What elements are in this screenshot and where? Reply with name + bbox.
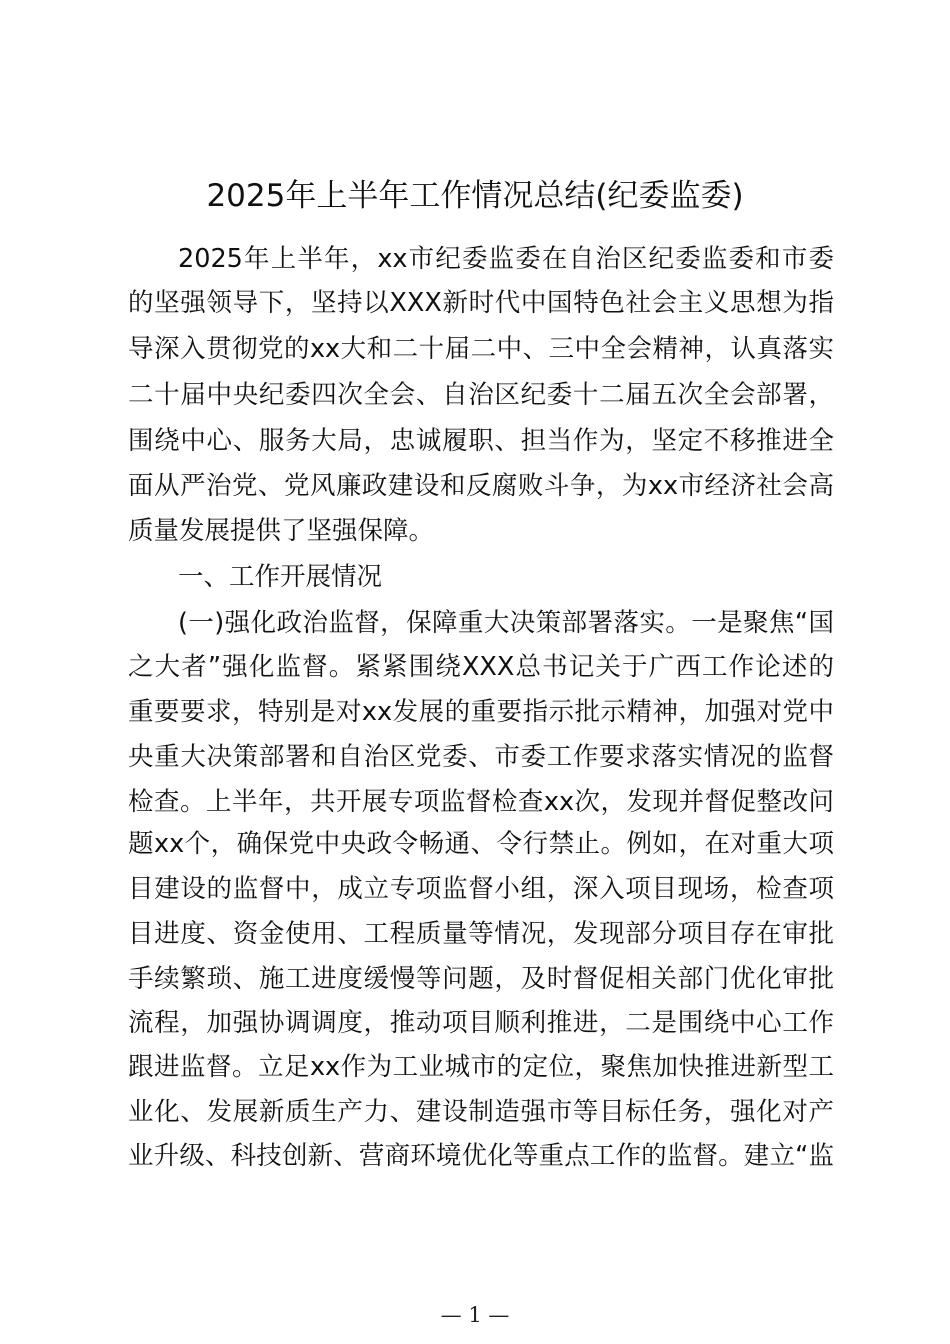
paragraph-line: 题xx个，确保党中央政令畅通、令行禁止。例如，在对重大项: [128, 829, 834, 859]
paragraph-line: 跟进监督。立足xx作为工业城市的定位，聚焦加快推进新型工: [128, 1052, 834, 1082]
paragraph-line: 检查。上半年，共开展专项监督检查xx次，发现并督促整改问: [128, 787, 834, 817]
paragraph-line: 央重大决策部署和自治区党委、市委工作要求落实情况的监督: [128, 742, 834, 772]
paragraph-line: 质量发展提供了坚强保障。: [128, 516, 435, 546]
paragraph-line: 围绕中心、服务大局，忠诚履职、担当作为，坚定不移推进全: [128, 426, 834, 456]
paragraph-line: 面从严治党、党风廉政建设和反腐败斗争，为xx市经济社会高: [128, 471, 834, 501]
paragraph-line: 2025年上半年，xx市纪委监委在自治区纪委监委和市委: [178, 244, 834, 274]
paragraph-line: 业升级、科技创新、营商环境优化等重点工作的监督。建立“监: [128, 1141, 834, 1171]
section-heading: 一、工作开展情况: [178, 562, 383, 592]
document-title: 2025年上半年工作情况总结(纪委监委): [206, 178, 744, 214]
paragraph-line: 导深入贯彻党的xx大和二十届二中、三中全会精神，认真落实: [128, 334, 834, 364]
paragraph-line: (一)强化政治监督，保障重大决策部署落实。一是聚焦“国: [178, 608, 834, 638]
paragraph-line: 的坚强领导下，坚持以XXX新时代中国特色社会主义思想为指: [128, 288, 834, 318]
paragraph-line: 流程，加强协调调度，推动项目顺利推进，二是围绕中心工作: [128, 1008, 834, 1038]
paragraph-line: 重要要求，特别是对xx发展的重要指示批示精神，加强对党中: [128, 697, 834, 727]
page-number: — 1 —: [440, 1303, 510, 1327]
paragraph-line: 二十届中央纪委四次全会、自治区纪委十二届五次全会部署，: [128, 380, 834, 410]
paragraph-line: 目建设的监督中，成立专项监督小组，深入项目现场，检查项: [128, 874, 834, 904]
paragraph-line: 业化、发展新质生产力、建设制造强市等目标任务，强化对产: [128, 1097, 834, 1127]
paragraph-line: 之大者”强化监督。紧紧围绕XXX总书记关于广西工作论述的: [128, 652, 834, 682]
paragraph-line: 目进度、资金使用、工程质量等情况，发现部分项目存在审批: [128, 919, 834, 949]
paragraph-line: 手续繁琐、施工进度缓慢等问题，及时督促相关部门优化审批: [128, 964, 834, 994]
